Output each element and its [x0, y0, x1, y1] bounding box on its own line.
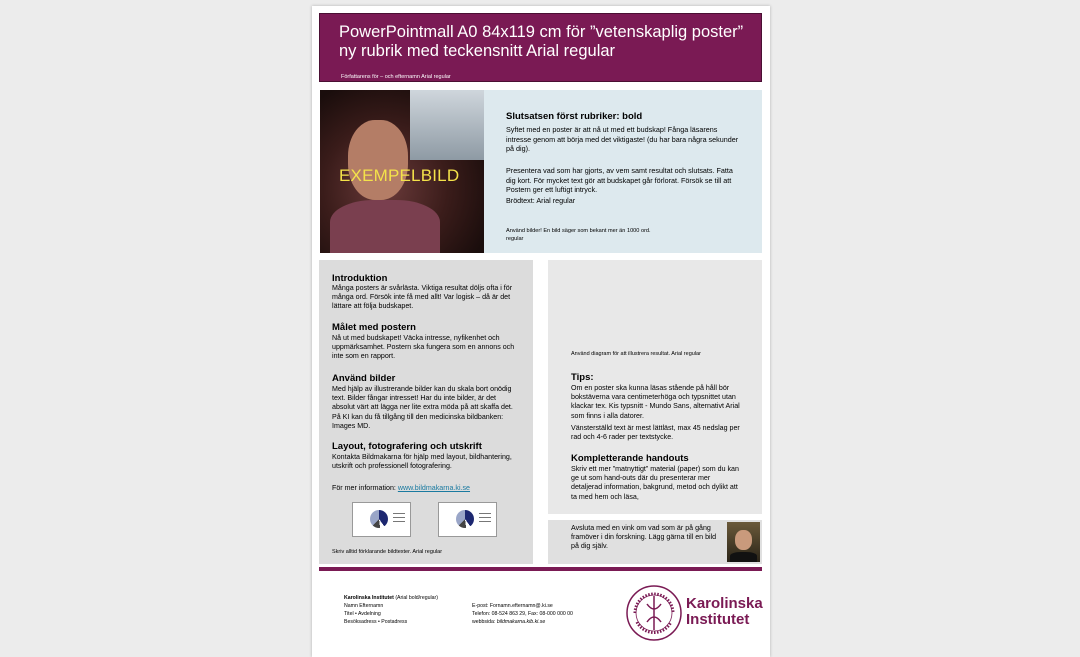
pie-legend — [479, 513, 491, 525]
portrait-face — [735, 530, 752, 550]
footer-org-note: (Arial bold/regular) — [395, 595, 438, 601]
more-info-line — [332, 484, 532, 493]
conclusion-heading: Slutsatsen först rubriker: bold — [506, 111, 643, 122]
conclusion-paragraph-3: Brödtext: Arial regular — [506, 196, 576, 205]
images-heading: Använd bilder — [332, 373, 396, 384]
footer-title: Titel • Avdelning — [344, 611, 381, 617]
tips-text-1: Om en poster ska kunna läsas stående på håll bör bokstäverna vara centimeterhöga och typsnittet utan klackar tex. Kis typsnitt - Mundo Sans, alternativt Arial som finns i alla datorer. — [571, 384, 740, 420]
seal-svg — [625, 584, 683, 642]
pie-chart-thumbnail-1 — [352, 502, 411, 537]
goal-text: Nå ut med budskapet! Väcka intresse, nyfikenhet och uppmärksamhet. Postern ska fungera som en annons och inte som en rapport. — [332, 334, 515, 361]
author-portrait — [727, 522, 760, 562]
layout-text: Kontakta Bildmakarna för hjälp med layout, bildhantering, utskrift och professionell fotografering. — [332, 453, 512, 471]
right-column — [548, 260, 762, 514]
poster — [312, 6, 770, 657]
left-caption: Skriv alltid förklarande bildtexter. Arial regular — [332, 549, 443, 555]
footer-address: Besöksadress • Postadress — [344, 619, 408, 625]
left-column — [319, 260, 533, 564]
bildmakarna-link[interactable]: www.bildmakarna.ki.se — [397, 484, 471, 492]
footer-phone: Telefon: 08-524 863 29, Fax: 08-000 000 00 — [472, 611, 573, 617]
pie-shape — [456, 510, 474, 528]
photo-arm — [330, 200, 440, 253]
footer-email: E-post: Fornamn.efternamn@.ki.se — [472, 603, 553, 609]
footer-divider — [319, 567, 762, 571]
poster-authors: Författarens för – och efternamn Arial regular — [341, 74, 451, 80]
intro-text: Många posters är svårlästa. Viktiga resultat döljs ofta i för många ord. Försök inte få med allt! Var logisk – då är det lättare att följa budskapet. — [332, 284, 513, 311]
layout-heading: Layout, fotografering och utskrift — [332, 441, 482, 452]
conclusion-paragraph-1: Syftet med en poster är att nå ut med ett budskap! Fånga läsarens intresse genom att börja med det viktigaste! (du har bara några sekunder på dig). — [506, 125, 739, 153]
portrait-shirt — [730, 552, 757, 562]
ki-wordmark-line2: Institutet — [686, 611, 750, 628]
closing-panel — [548, 520, 762, 564]
tips-text-2: Vänsterställd text är mest lättläst, max 45 nedslag per rad och 4-6 rader per textstycke. — [571, 424, 740, 442]
title-bar — [319, 13, 762, 82]
goal-heading: Målet med postern — [332, 322, 416, 333]
example-photo — [320, 90, 484, 253]
images-text: Med hjälp av illustrerande bilder kan du skala bort onödig text. Bilder fångar intresset! Har du inte bilder, är det absolut värt att lägga ner lite extra möda på att skaffa det. På KI kan du få tillgång till den medicinska bildbanken: Images MD. — [332, 385, 513, 430]
tips-heading: Tips: — [571, 372, 594, 383]
closing-text: Avsluta med en vink om vad som är på gång framöver i din forskning. Lägg gärna till en bild på dig själv. — [571, 524, 717, 551]
footer-details — [472, 602, 573, 626]
photo-face — [348, 120, 408, 200]
chart-caption: Använd diagram för att illustrera resultat. Arial regular — [571, 351, 701, 357]
ki-wordmark-line1: Karolinska — [686, 595, 763, 612]
ki-seal-logo — [625, 584, 683, 642]
pie-legend — [393, 513, 405, 525]
conclusion-panel — [484, 90, 762, 253]
handouts-heading: Kompletterande handouts — [571, 453, 689, 464]
conclusion-paragraph-2: Presentera vad som har gjorts, av vem samt resultat och slutsats. Fatta dig kort. För mycket text gör att budskapet går förlorat. Försök se till att Postern ger ett luftigt intryck. — [506, 166, 733, 194]
poster-title: PowerPointmall A0 84x119 cm för ”vetenskaplig poster” ny rubrik med teckensnitt Arial regular — [339, 23, 744, 60]
footer-name: Namn Efternamn — [344, 603, 384, 609]
pie-shape — [370, 510, 388, 528]
handouts-text: Skriv ett mer ”matnyttigt” material (paper) som du kan ge ut som hand-outs där du presenterar mer detaljerad information, bakgrund, metod och dylikt att ta med hem och läsa, — [571, 465, 739, 501]
example-image-label: EXEMPELBILD — [339, 166, 460, 185]
footer-org: Karolinska Institutet — [344, 595, 394, 601]
photo-window — [410, 90, 484, 160]
footer-contact — [344, 594, 438, 626]
conclusion-caption: Använd bilder! En bild säger som bekant mer än 1000 ord. regular — [506, 228, 651, 242]
footer-web-line — [472, 618, 573, 626]
footer-web-label: webbsida: — [472, 619, 496, 625]
intro-heading: Introduktion — [332, 273, 388, 284]
more-info-label: För mer information: — [332, 484, 396, 492]
ki-wordmark — [686, 596, 763, 628]
pie-chart-thumbnail-2 — [438, 502, 497, 537]
footer-org-line — [344, 594, 438, 602]
footer-web: bildmakarna.kib.ki.se — [496, 619, 546, 625]
